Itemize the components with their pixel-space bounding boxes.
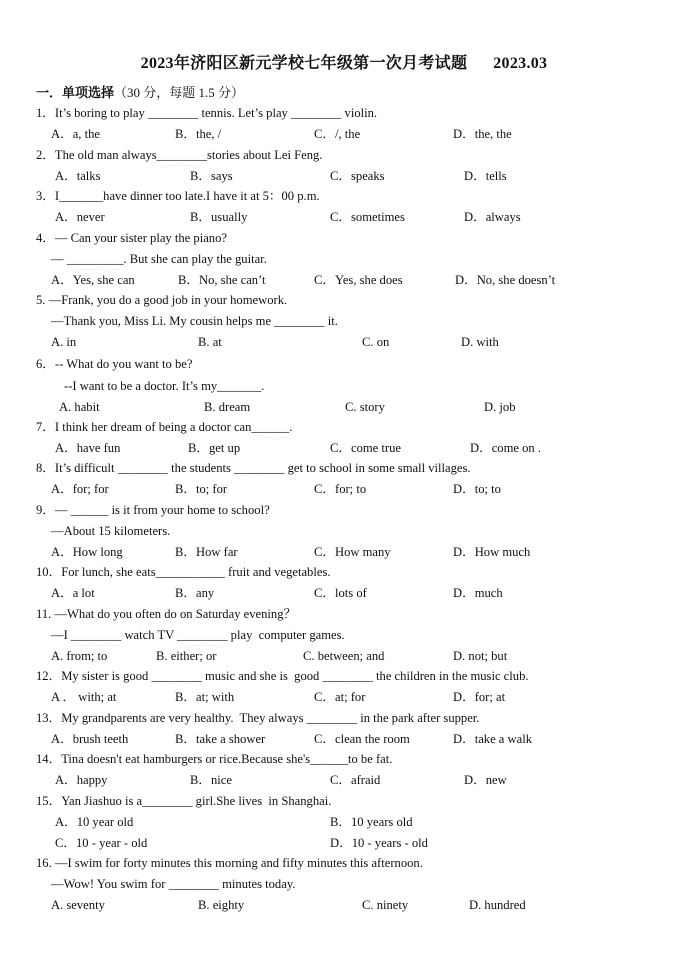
question-10-stem: 10．For lunch, she eats___________ fruit and vegetables. xyxy=(36,565,331,579)
question-9-stem: 9．— ______ is it from your home to school? xyxy=(36,503,270,517)
q14-option-b: B．nice xyxy=(190,773,232,787)
q13-option-d: D．take a walk xyxy=(453,732,533,746)
q11-option-b: B. either; or xyxy=(156,649,217,663)
q3-option-d: D．always xyxy=(464,210,521,224)
q12-option-a: A ． with; at xyxy=(51,690,117,704)
q2-option-b: B．says xyxy=(190,169,233,183)
q10-option-d: D．much xyxy=(453,586,503,600)
q8-option-d: D．to; to xyxy=(453,482,501,496)
section-note: （30 分，每题 1.5 分） xyxy=(114,85,245,100)
q12-option-d: D．for; at xyxy=(453,690,506,704)
q13-option-a: A．brush teeth xyxy=(51,732,129,746)
question-2-stem: 2．The old man always________stories about Lei Feng. xyxy=(36,148,323,162)
q13-option-b: B．take a shower xyxy=(175,732,266,746)
q14-option-c: C．afraid xyxy=(330,773,381,787)
question-4-stem: 4．— Can your sister play the piano? xyxy=(36,231,227,245)
title-text: 2023年济阳区新元学校七年级第一次月考试题 xyxy=(140,55,468,72)
q4-option-a: A．Yes, she can xyxy=(51,273,135,287)
q1-option-a: A．a, the xyxy=(51,127,100,141)
q4-option-b: B．No, she can’t xyxy=(178,273,266,287)
section-heading xyxy=(36,82,244,101)
q6-option-c: C. story xyxy=(345,400,385,414)
q2-option-d: D．tells xyxy=(464,169,507,183)
question-14-stem: 14．Tina doesn't eat hamburgers or rice.Because she's______to be fat. xyxy=(36,752,393,766)
question-13-stem: 13．My grandparents are very healthy. They always ________ in the park after supper. xyxy=(36,711,480,725)
q8-option-b: B．to; for xyxy=(175,482,228,496)
q15-option-a: A．10 year old xyxy=(55,815,134,829)
question-16-line2: —Wow! You swim for ________ minutes today. xyxy=(51,877,296,891)
q4-option-c: C．Yes, she does xyxy=(314,273,403,287)
q5-option-a: A. in xyxy=(51,335,77,349)
q6-option-d: D. job xyxy=(484,400,516,414)
q16-option-b: B. eighty xyxy=(198,898,245,912)
exam-date: 2023.03 xyxy=(493,55,548,72)
q2-option-c: C．speaks xyxy=(330,169,385,183)
question-1-stem: 1．It’s boring to play ________ tennis. Let’s play ________ violin. xyxy=(36,106,378,120)
q15-option-c: C．10 - year - old xyxy=(55,836,148,850)
question-6-stem: 6．-- What do you want to be? xyxy=(36,357,193,371)
q3-option-b: B．usually xyxy=(190,210,248,224)
q11-option-c: C. between; and xyxy=(303,649,385,663)
q5-option-b: B. at xyxy=(198,335,222,349)
question-12-stem: 12．My sister is good ________ music and she is good ________ the children in the music club. xyxy=(36,669,529,683)
q16-option-d: D. hundred xyxy=(469,898,526,912)
q5-option-c: C. on xyxy=(362,335,390,349)
q14-option-d: D．new xyxy=(464,773,507,787)
question-11-line2: —I ________ watch TV ________ play computer games. xyxy=(51,628,345,642)
q5-option-d: D. with xyxy=(461,335,499,349)
q7-option-a: A．have fun xyxy=(55,441,121,455)
q11-option-d: D. not; but xyxy=(453,649,508,663)
question-4-line2: — _________. But she can play the guitar. xyxy=(51,252,267,266)
q8-option-c: C．for; to xyxy=(314,482,367,496)
q2-option-a: A．talks xyxy=(55,169,101,183)
question-9-line2: —About 15 kilometers. xyxy=(51,524,171,538)
q1-option-b: B．the, / xyxy=(175,127,222,141)
q16-option-a: A. seventy xyxy=(51,898,105,912)
q4-option-d: D．No, she doesn’t xyxy=(455,273,556,287)
q6-option-a: A. habit xyxy=(59,400,100,414)
q13-option-c: C．clean the room xyxy=(314,732,410,746)
q9-option-c: C．How many xyxy=(314,545,391,559)
q15-option-d: D．10 - years - old xyxy=(330,836,428,850)
q3-option-a: A．never xyxy=(55,210,105,224)
question-5-line2: —Thank you, Miss Li. My cousin helps me ________ it. xyxy=(51,314,338,328)
question-6-line2: --I want to be a doctor. It’s my_______. xyxy=(64,379,265,393)
q10-option-b: B．any xyxy=(175,586,215,600)
q7-option-c: C．come true xyxy=(330,441,401,455)
question-7-stem: 7．I think her dream of being a doctor can______. xyxy=(36,420,293,434)
q7-option-b: B．get up xyxy=(188,441,241,455)
q11-option-a: A. from; to xyxy=(51,649,108,663)
question-8-stem: 8．It’s difficult ________ the students ________ get to school in some small villages. xyxy=(36,461,471,475)
q7-option-d: D．come on . xyxy=(470,441,541,455)
q9-option-d: D．How much xyxy=(453,545,531,559)
q15-option-b: B．10 years old xyxy=(330,815,413,829)
section-label: 一．单项选择 xyxy=(36,85,115,100)
q14-option-a: A．happy xyxy=(55,773,108,787)
q12-option-c: C．at; for xyxy=(314,690,366,704)
q6-option-b: B. dream xyxy=(204,400,251,414)
question-16-stem: 16. —I swim for forty minutes this morning and fifty minutes this afternoon. xyxy=(36,856,423,870)
q16-option-c: C. ninety xyxy=(362,898,409,912)
q12-option-b: B．at; with xyxy=(175,690,235,704)
q9-option-a: A．How long xyxy=(51,545,123,559)
q8-option-a: A．for; for xyxy=(51,482,109,496)
q10-option-a: A．a lot xyxy=(51,586,95,600)
question-11-stem: 11. —What do you often do on Saturday evening？ xyxy=(36,607,297,621)
q1-option-c: C．/, the xyxy=(314,127,361,141)
question-5-stem: 5. —Frank, you do a good job in your homework. xyxy=(36,293,288,307)
question-15-stem: 15．Yan Jiashuo is a________ girl.She lives in Shanghai. xyxy=(36,794,332,808)
q1-option-d: D．the, the xyxy=(453,127,512,141)
exam-title xyxy=(0,50,688,73)
q9-option-b: B．How far xyxy=(175,545,238,559)
q3-option-c: C．sometimes xyxy=(330,210,405,224)
question-3-stem: 3．I_______have dinner too late.I have it at 5：00 p.m. xyxy=(36,189,320,203)
q10-option-c: C．lots of xyxy=(314,586,367,600)
